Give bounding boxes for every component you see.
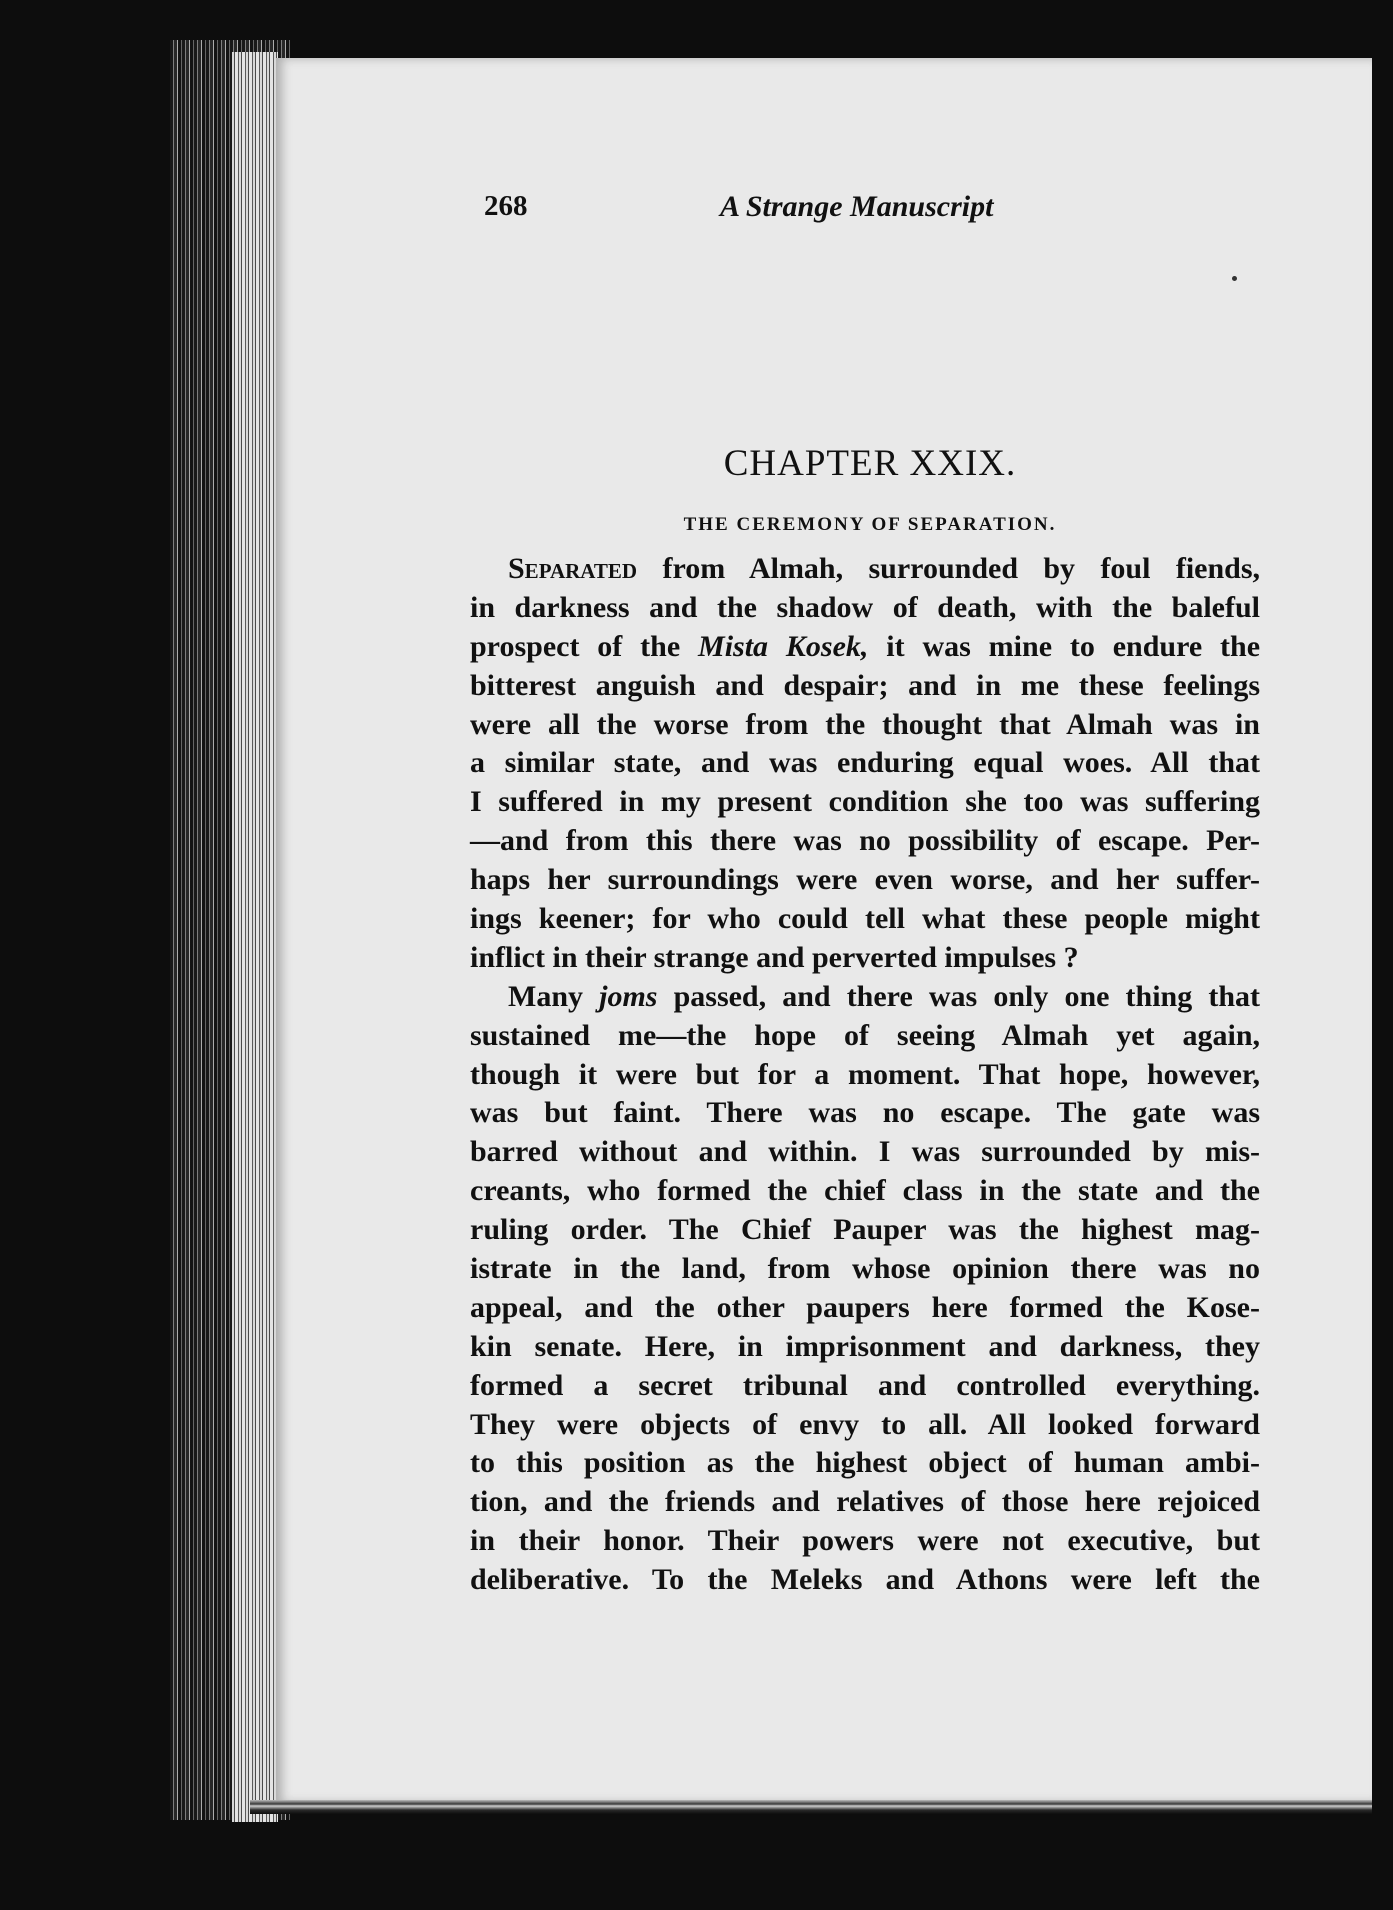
text-line [470, 978, 1260, 1017]
text-line: haps her surroundings were even worse, and her suffer- [470, 863, 1260, 897]
text-line: tion, and the friends and relatives of those here rejoiced [470, 1485, 1260, 1519]
chapter-heading: CHAPTER XXIX. [723, 443, 1017, 484]
text-line: istrate in the land, from whose opinion there was no [470, 1252, 1260, 1286]
italic-term: joms [599, 979, 658, 1013]
text-line: deliberative. To the Meleks and Athons were left the [470, 1563, 1260, 1597]
text-line: inflict in their strange and perverted impulses ? [470, 940, 1079, 974]
page-right-edge [1372, 40, 1393, 1830]
book-title: A Strange Manuscript [720, 190, 994, 223]
text-line: though it were but for a moment. That hope, however, [470, 1057, 1260, 1091]
line-text: Many [508, 979, 583, 1013]
line-text: from Almah, surrounded by foul fiends, [662, 552, 1261, 585]
text-line: —and from this there was no possibility of escape. Per- [470, 824, 1260, 858]
ink-speck [1232, 276, 1237, 281]
running-head [484, 190, 1024, 230]
text-line: They were objects of envy to all. All looked forward [470, 1407, 1260, 1441]
text-line: was but faint. There was no escape. The gate was [470, 1096, 1260, 1130]
line-text: it was mine to endure the [886, 629, 1261, 663]
text-line: formed a secret tribunal and controlled everything. [470, 1368, 1260, 1402]
text-line: I suffered in my present condition she too was suffering [470, 785, 1260, 819]
text-line: ruling order. The Chief Pauper was the highest mag- [470, 1213, 1260, 1247]
text-line: in their honor. Their powers were not executive, but [470, 1524, 1260, 1558]
body-text [470, 550, 1260, 1600]
line-text: prospect of the [470, 629, 681, 663]
page-number: 268 [484, 190, 528, 222]
chapter-subtitle: THE CEREMONY OF SEPARATION. [683, 514, 1057, 535]
text-line [470, 628, 1260, 667]
text-line: sustained me—the hope of seeing Almah yet again, [470, 1018, 1260, 1052]
text-line: kin senate. Here, in imprisonment and darkness, they [470, 1329, 1260, 1363]
text-line: ings keener; for who could tell what these people might [470, 902, 1260, 936]
book-page-edges-light [232, 52, 278, 1822]
text-line: appeal, and the other paupers here formed the Kose- [470, 1290, 1260, 1324]
text-line: bitterest anguish and despair; and in me these feelings [470, 668, 1260, 702]
text-line [470, 550, 1260, 589]
text-line: were all the worse from the thought that Almah was in [470, 707, 1260, 741]
drop-word: Separated [508, 552, 638, 585]
text-line: barred without and within. I was surrounded by mis- [470, 1135, 1260, 1169]
text-line: in darkness and the shadow of death, with the baleful [470, 590, 1260, 624]
text-line: creants, who formed the chief class in the state and the [470, 1174, 1260, 1208]
page-bottom-edge [250, 1800, 1380, 1814]
text-line: to this position as the highest object of human ambi- [470, 1446, 1260, 1480]
italic-term: Mista Kosek, [698, 629, 869, 663]
line-text: passed, and there was only one thing that [673, 979, 1261, 1013]
text-line: a similar state, and was enduring equal woes. All that [470, 746, 1260, 780]
